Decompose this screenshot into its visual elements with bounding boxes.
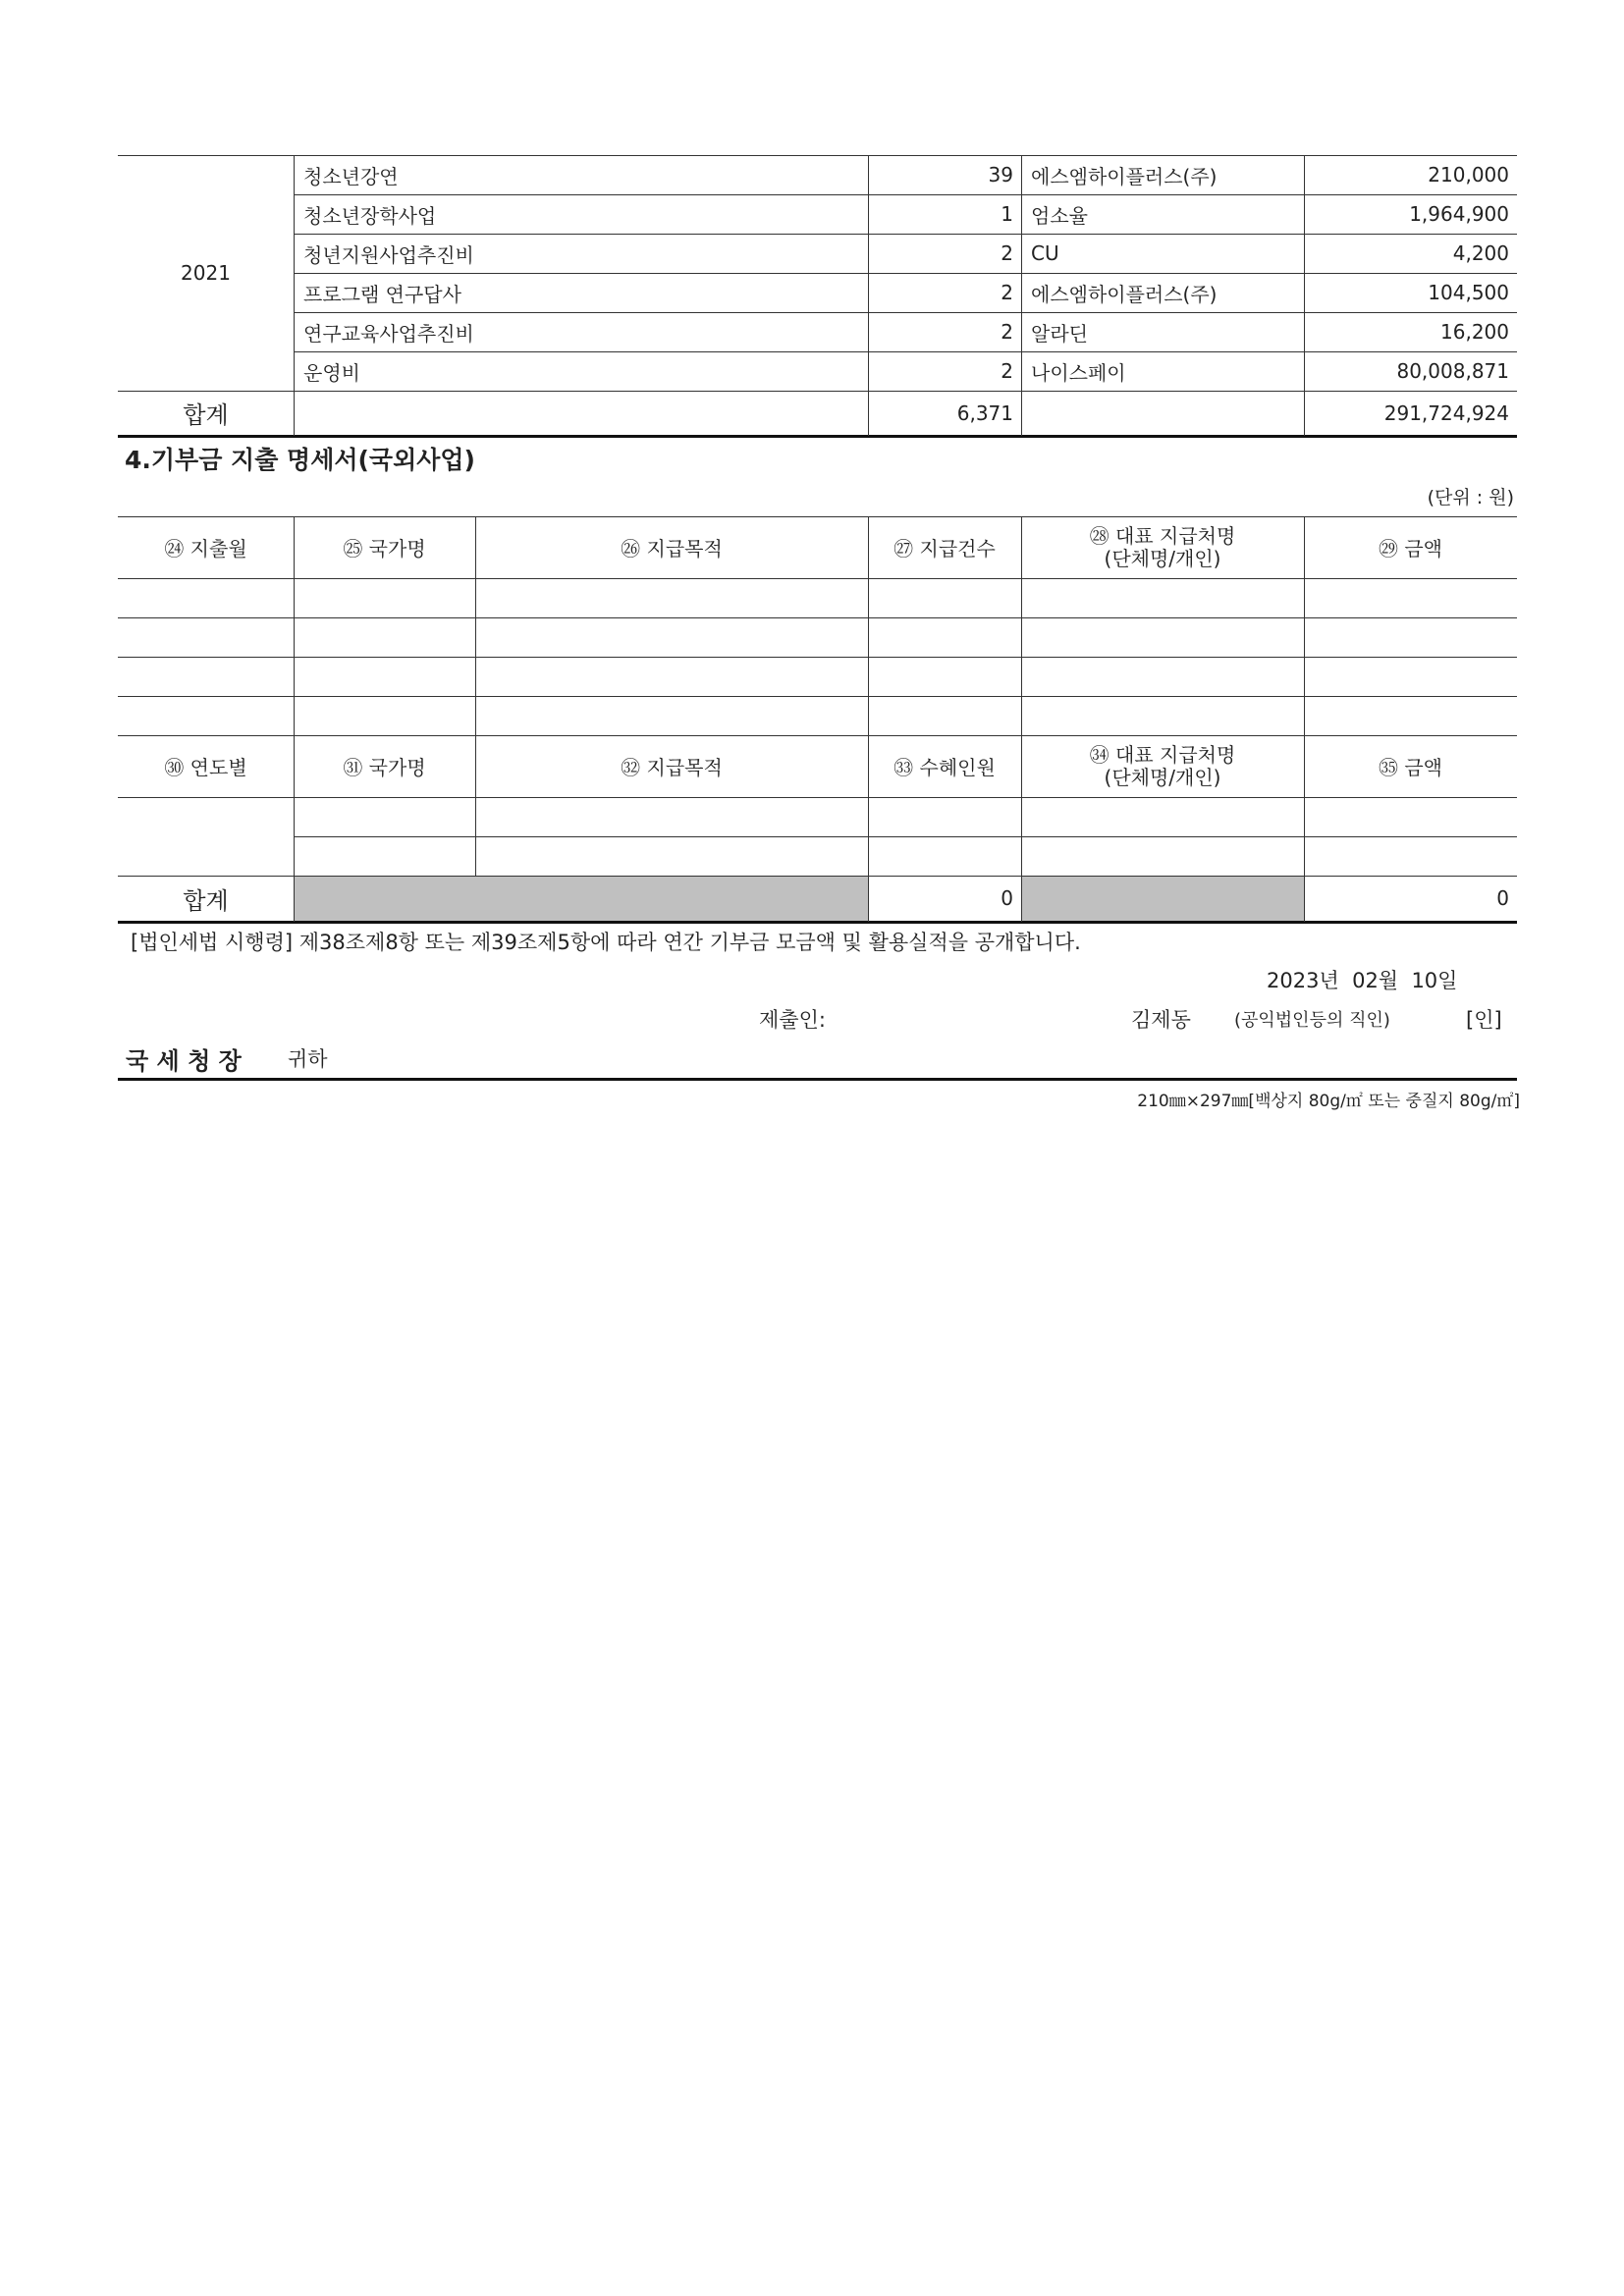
amount-cell: 1,964,900: [1409, 202, 1509, 226]
honorific: 귀하: [288, 1047, 328, 1071]
total-label: 합계: [183, 401, 229, 429]
purpose-cell: 청년지원사업추진비: [303, 242, 474, 267]
recipient-cell: 에스엠하이플러스(주): [1031, 164, 1218, 188]
year-cell: 2021: [181, 261, 231, 285]
header-purpose: ㉜ 지급목적: [621, 756, 723, 779]
footer-rule: [118, 1078, 1517, 1081]
seal-mark: [인]: [1466, 1008, 1502, 1032]
header-country: ㉛ 국가명: [343, 756, 426, 779]
header-recipient: [1021, 735, 1304, 797]
count-cell: 1: [1001, 202, 1013, 226]
purpose-cell: 프로그램 연구답사: [303, 282, 461, 306]
header-purpose: ㉖ 지급목적: [621, 537, 723, 561]
header-recipient-line2: (단체명/개인): [1104, 546, 1221, 570]
purpose-cell: 청소년강연: [303, 164, 399, 188]
purpose-cell: 운영비: [303, 360, 360, 385]
purpose-cell: 연구교육사업추진비: [303, 321, 474, 346]
amount-cell: 16,200: [1440, 320, 1509, 344]
total-count: 0: [1001, 886, 1013, 910]
unit-label: (단위 : 원): [1427, 487, 1514, 508]
shaded-cell: [1022, 877, 1304, 921]
recipient-cell: CU: [1031, 241, 1059, 265]
submitter-label: 제출인:: [759, 1008, 826, 1032]
section-title: 4.기부금 지출 명세서(국외사업): [125, 446, 475, 474]
recipient-cell: 에스엠하이플러스(주): [1031, 282, 1218, 306]
amount-cell: 210,000: [1428, 163, 1509, 187]
total-amount: 291,724,924: [1383, 400, 1509, 425]
total-label: 합계: [183, 886, 229, 915]
header-recipient-line1: ㉞ 대표 지급처명: [1089, 742, 1236, 767]
count-cell: 2: [1001, 281, 1013, 304]
header-beneficiaries: ㉝ 수혜인원: [893, 756, 996, 779]
header-month: ㉔ 지출월: [164, 537, 247, 561]
paper-spec: 210㎜×297㎜[백상지 80g/㎡ 또는 중질지 80g/㎡]: [1137, 1092, 1520, 1111]
count-cell: 39: [988, 163, 1013, 187]
submitter-name: 김제동: [1131, 1008, 1191, 1032]
submission-date: 2023년 02월 10일: [1267, 969, 1458, 992]
total-count: 6,371: [956, 400, 1013, 425]
purpose-cell: 청소년장학사업: [303, 203, 437, 228]
header-amount: ㉟ 금액: [1379, 756, 1442, 779]
count-cell: 2: [1001, 359, 1013, 383]
recipient-cell: 나이스페이: [1031, 360, 1126, 385]
count-cell: 2: [1001, 241, 1013, 265]
total-amount: 0: [1496, 886, 1509, 910]
submitter-role: (공익법인등의 직인): [1234, 1010, 1390, 1031]
amount-cell: 4,200: [1452, 241, 1509, 265]
header-country: ㉕ 국가명: [343, 537, 426, 561]
recipient-cell: 엄소율: [1031, 203, 1088, 228]
header-amount: ㉙ 금액: [1379, 537, 1442, 561]
recipient-cell: 알라딘: [1031, 321, 1088, 346]
legal-statement: [법인세법 시행령] 제38조제8항 또는 제39조제5항에 따라 연간 기부금 모금액 및 활용실적을 공개합니다.: [131, 931, 1081, 954]
addressee: 국 세 청 장: [126, 1047, 242, 1075]
header-recipient-line2: (단체명/개인): [1104, 765, 1221, 789]
shaded-cell: [295, 877, 868, 921]
count-cell: 2: [1001, 320, 1013, 344]
header-recipient: [1021, 516, 1304, 578]
header-recipient-line1: ㉘ 대표 지급처명: [1089, 523, 1236, 548]
amount-cell: 80,008,871: [1396, 359, 1509, 383]
header-count: ㉗ 지급건수: [893, 537, 996, 561]
header-year: ㉚ 연도별: [164, 756, 247, 779]
amount-cell: 104,500: [1428, 281, 1509, 304]
